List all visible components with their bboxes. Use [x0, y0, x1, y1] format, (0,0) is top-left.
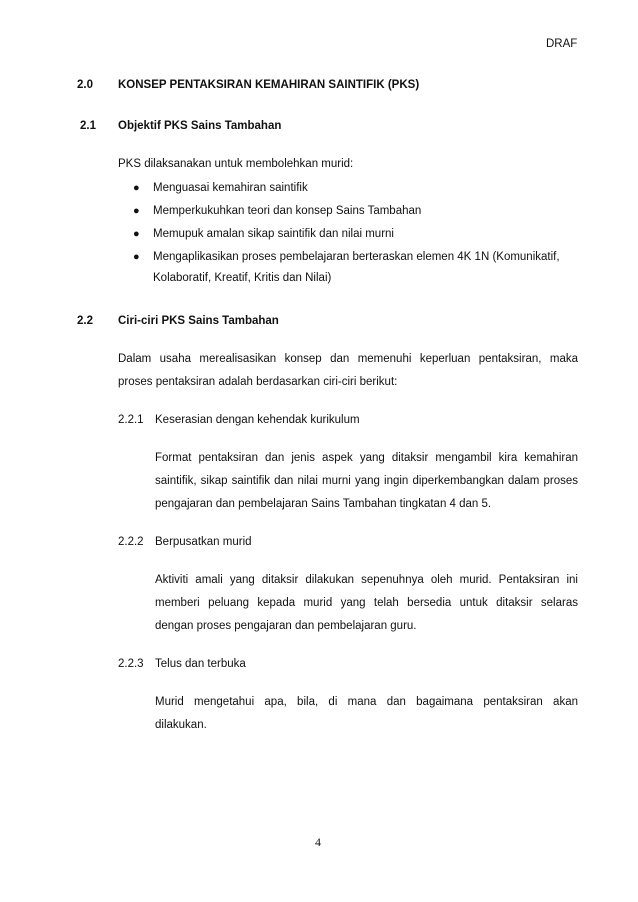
subsection-2-2-3-line: dilakukan. — [155, 719, 207, 731]
subsection-2-2-1-title: Keserasian dengan kehendak kurikulum — [155, 414, 360, 426]
section-2-1-intro: PKS dilaksanakan untuk membolehkan murid: — [118, 158, 354, 170]
section-2-1-title: Objektif PKS Sains Tambahan — [118, 120, 282, 132]
bullet-icon: ● — [133, 205, 140, 217]
bullet-icon: ● — [133, 182, 140, 194]
subsection-2-2-2-title: Berpusatkan murid — [155, 536, 252, 548]
bullet-item: Mengaplikasikan proses pembelajaran berteraskan elemen 4K 1N (Komunikatif, — [153, 251, 560, 263]
bullet-icon: ● — [133, 251, 140, 263]
subsection-2-2-3-number: 2.2.3 — [118, 658, 144, 670]
subsection-2-2-1-line: saintifik, sikap saintifik dan nilai murni yang ingin diperkembangkan dalam proses — [155, 475, 578, 487]
section-2-1-number: 2.1 — [80, 120, 96, 132]
page-number: 4 — [315, 835, 321, 849]
subsection-2-2-2-line: Aktiviti amali yang ditaksir dilakukan sepenuhnya oleh murid. Pentaksiran ini — [155, 574, 578, 586]
section-2-2-intro-line: Dalam usaha merealisasikan konsep dan memenuhi keperluan pentaksiran, maka — [118, 353, 578, 365]
subsection-2-2-3-line: Murid mengetahui apa, bila, di mana dan bagaimana pentaksiran akan — [155, 696, 578, 708]
section-2-2-title: Ciri-ciri PKS Sains Tambahan — [118, 315, 279, 327]
subsection-2-2-1-line: Format pentaksiran dan jenis aspek yang ditaksir mengambil kira kemahiran — [155, 452, 578, 464]
subsection-2-2-2-number: 2.2.2 — [118, 536, 144, 548]
subsection-2-2-2-line: dengan proses pengajaran dan pembelajaran guru. — [155, 620, 417, 632]
subsection-2-2-3-title: Telus dan terbuka — [155, 658, 246, 670]
draft-label: DRAF — [546, 38, 578, 50]
section-2-2-intro-line: proses pentaksiran adalah berdasarkan ciri-ciri berikut: — [118, 376, 398, 388]
subsection-2-2-1-line: pengajaran dan pembelajaran Sains Tambahan tingkatan 4 dan 5. — [155, 498, 492, 510]
bullet-item: Memperkukuhkan teori dan konsep Sains Tambahan — [153, 205, 422, 217]
bullet-item: Memupuk amalan sikap saintifik dan nilai murni — [153, 228, 394, 240]
bullet-icon: ● — [133, 228, 140, 240]
bullet-item-continuation: Kolaboratif, Kreatif, Kritis dan Nilai) — [153, 272, 332, 284]
subsection-2-2-1-number: 2.2.1 — [118, 414, 144, 426]
bullet-item: Menguasai kemahiran saintifik — [153, 182, 308, 194]
section-2-0-title: KONSEP PENTAKSIRAN KEMAHIRAN SAINTIFIK (PKS) — [118, 79, 420, 91]
section-2-2-number: 2.2 — [77, 315, 93, 327]
section-2-0-number: 2.0 — [77, 79, 93, 91]
subsection-2-2-2-line: memberi peluang kepada murid yang telah bersedia untuk ditaksir selaras — [155, 597, 578, 609]
